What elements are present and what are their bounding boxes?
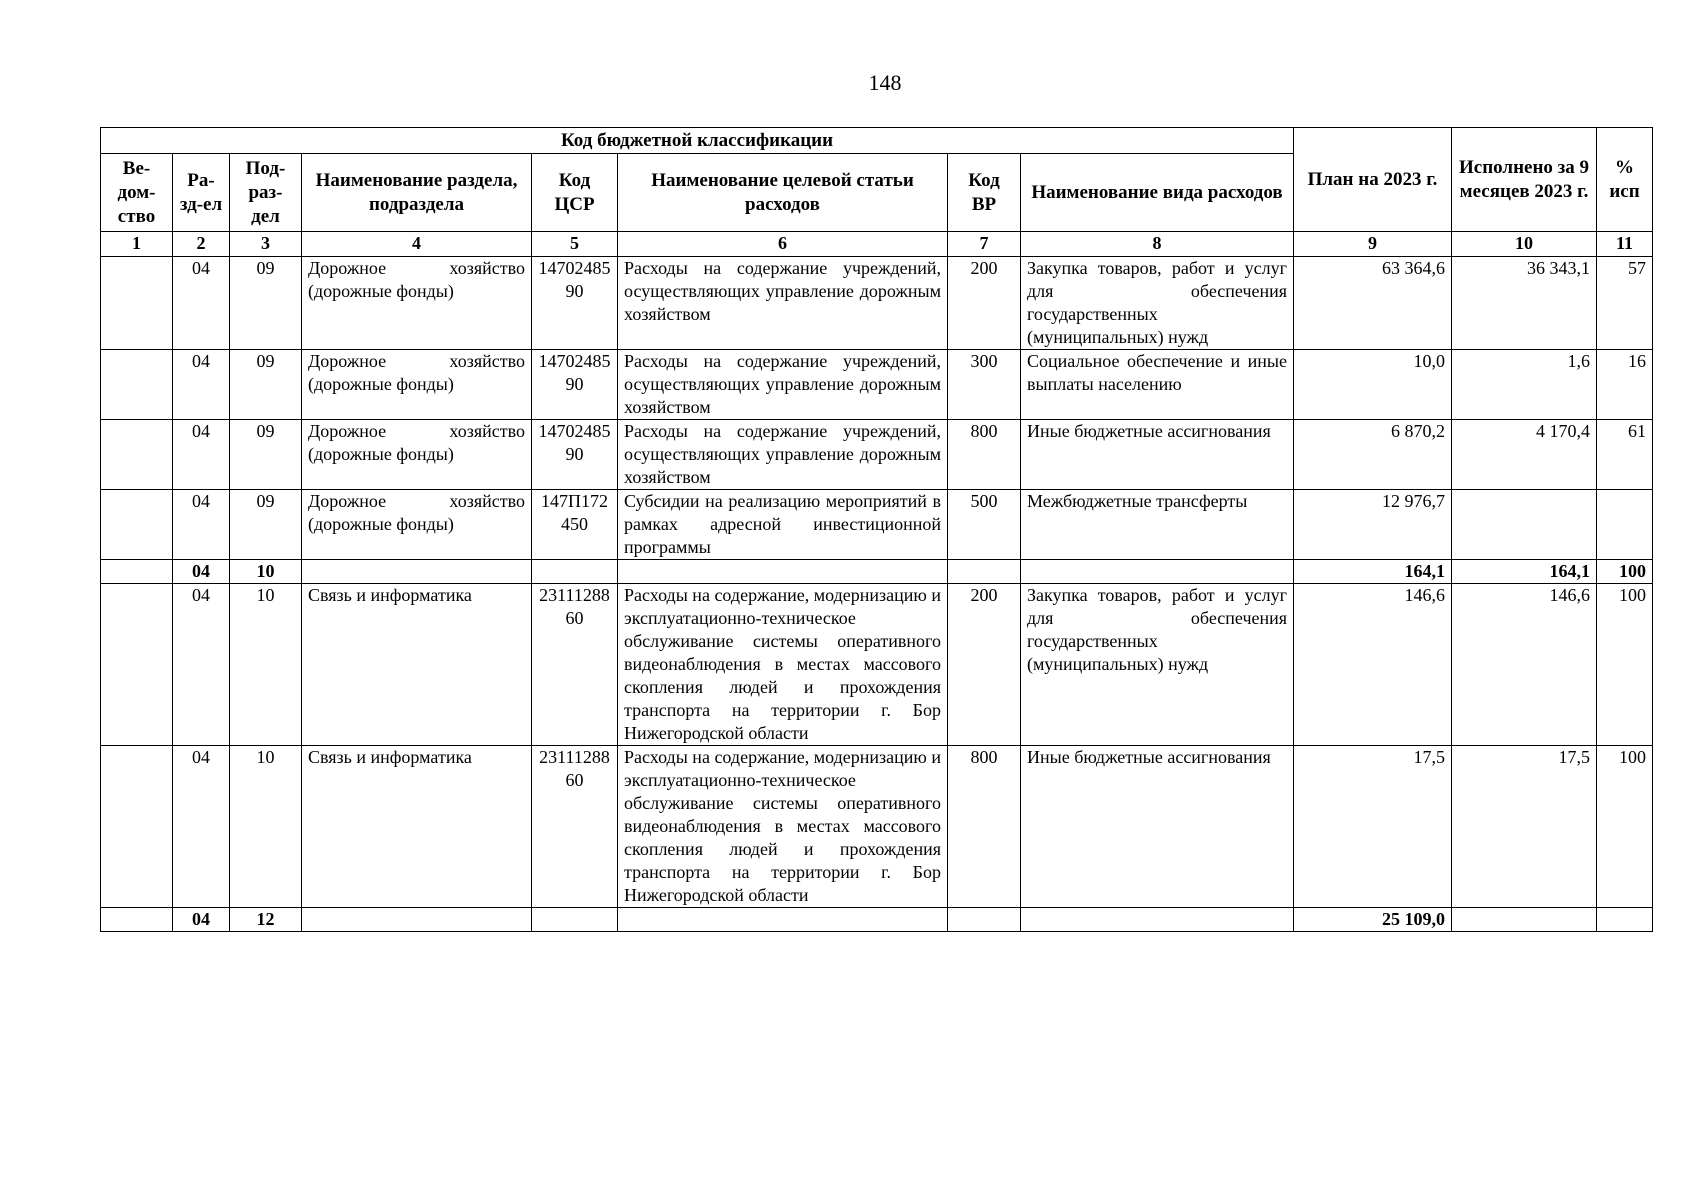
column-number: 6	[618, 232, 948, 257]
plan-header: План на 2023 г.	[1294, 128, 1452, 232]
csr-cell: 1470248590	[532, 350, 618, 420]
plan-cell: 17,5	[1294, 746, 1452, 908]
vedomstvo-header: Ве-дом-ство	[101, 154, 173, 232]
csr-cell: 2311128860	[532, 584, 618, 746]
podrazdel-cell: 10	[230, 560, 302, 584]
percent-cell: 61	[1597, 420, 1653, 490]
subtotal-row	[101, 908, 1653, 932]
expense-cell	[1021, 908, 1294, 932]
plan-cell: 146,6	[1294, 584, 1452, 746]
expense-cell	[1021, 560, 1294, 584]
target-cell: Расходы на содержание, модернизацию и эксплуатационно-техническое обслуживание системы оперативного видеонаблюдения в местах массового скопления людей и прохождения транспорта на территории г. Бор Нижегородской области	[618, 746, 948, 908]
expense-cell: Закупка товаров, работ и услуг для обеспечения государственных (муниципальных) нужд	[1021, 257, 1294, 350]
vedomstvo-cell	[101, 908, 173, 932]
razdel-name-header: Наименование раздела, подраздела	[302, 154, 532, 232]
column-number: 9	[1294, 232, 1452, 257]
vedomstvo-cell	[101, 350, 173, 420]
vedomstvo-cell	[101, 746, 173, 908]
executed-cell	[1452, 908, 1597, 932]
executed-cell	[1452, 490, 1597, 560]
expense-cell: Иные бюджетные ассигнования	[1021, 746, 1294, 908]
budget-table	[100, 127, 1653, 932]
razdel-name-cell: Дорожное хозяйство (дорожные фонды)	[302, 350, 532, 420]
target-cell	[618, 908, 948, 932]
csr-cell: 1470248590	[532, 257, 618, 350]
vr-cell: 800	[948, 420, 1021, 490]
podrazdel-cell: 09	[230, 350, 302, 420]
plan-cell: 25 109,0	[1294, 908, 1452, 932]
razdel-header: Ра-зд-ел	[173, 154, 230, 232]
razdel-name-cell: Связь и информатика	[302, 584, 532, 746]
budget-classification-header: Код бюджетной классификации	[101, 128, 1294, 154]
vedomstvo-cell	[101, 490, 173, 560]
percent-cell: 100	[1597, 746, 1653, 908]
razdel-cell: 04	[173, 257, 230, 350]
podrazdel-cell: 09	[230, 257, 302, 350]
table-row	[101, 490, 1653, 560]
executed-header: Исполнено за 9 месяцев 2023 г.	[1452, 128, 1597, 232]
target-cell: Расходы на содержание учреждений, осуществляющих управление дорожным хозяйством	[618, 257, 948, 350]
executed-cell: 164,1	[1452, 560, 1597, 584]
podrazdel-cell: 10	[230, 746, 302, 908]
percent-cell	[1597, 490, 1653, 560]
vr-cell	[948, 908, 1021, 932]
podrazdel-header: Под-раз-дел	[230, 154, 302, 232]
percent-cell	[1597, 908, 1653, 932]
vedomstvo-cell	[101, 584, 173, 746]
column-number: 2	[173, 232, 230, 257]
razdel-name-cell	[302, 908, 532, 932]
csr-cell: 147П172450	[532, 490, 618, 560]
csr-cell	[532, 908, 618, 932]
kod-vr-header: Код ВР	[948, 154, 1021, 232]
table-row	[101, 350, 1653, 420]
vr-cell: 200	[948, 257, 1021, 350]
table-row	[101, 420, 1653, 490]
column-number: 3	[230, 232, 302, 257]
razdel-cell: 04	[173, 908, 230, 932]
executed-cell: 17,5	[1452, 746, 1597, 908]
target-cell: Субсидии на реализацию мероприятий в рамках адресной инвестиционной программы	[618, 490, 948, 560]
column-number: 4	[302, 232, 532, 257]
razdel-name-cell	[302, 560, 532, 584]
razdel-cell: 04	[173, 420, 230, 490]
column-number-row	[101, 232, 1653, 257]
vedomstvo-cell	[101, 560, 173, 584]
expense-cell: Межбюджетные трансферты	[1021, 490, 1294, 560]
podrazdel-cell: 09	[230, 490, 302, 560]
table-row	[101, 257, 1653, 350]
table-row	[101, 584, 1653, 746]
razdel-cell: 04	[173, 584, 230, 746]
vr-cell: 300	[948, 350, 1021, 420]
expense-type-header: Наименование вида расходов	[1021, 154, 1294, 232]
column-number: 10	[1452, 232, 1597, 257]
expense-cell: Закупка товаров, работ и услуг для обеспечения государственных (муниципальных) нужд	[1021, 584, 1294, 746]
podrazdel-cell: 12	[230, 908, 302, 932]
razdel-name-cell: Дорожное хозяйство (дорожные фонды)	[302, 490, 532, 560]
target-cell: Расходы на содержание учреждений, осуществляющих управление дорожным хозяйством	[618, 420, 948, 490]
vr-cell: 200	[948, 584, 1021, 746]
column-number: 5	[532, 232, 618, 257]
razdel-name-cell: Дорожное хозяйство (дорожные фонды)	[302, 420, 532, 490]
podrazdel-cell: 10	[230, 584, 302, 746]
plan-cell: 12 976,7	[1294, 490, 1452, 560]
executed-cell: 1,6	[1452, 350, 1597, 420]
vr-cell: 800	[948, 746, 1021, 908]
percent-header: % исп	[1597, 128, 1653, 232]
subtotal-row	[101, 560, 1653, 584]
target-cell: Расходы на содержание, модернизацию и эксплуатационно-техническое обслуживание системы оперативного видеонаблюдения в местах массового скопления людей и прохождения транспорта на территории г. Бор Нижегородской области	[618, 584, 948, 746]
column-number: 1	[101, 232, 173, 257]
percent-cell: 100	[1597, 560, 1653, 584]
table-row	[101, 746, 1653, 908]
plan-cell: 6 870,2	[1294, 420, 1452, 490]
target-cell: Расходы на содержание учреждений, осуществляющих управление дорожным хозяйством	[618, 350, 948, 420]
razdel-cell: 04	[173, 490, 230, 560]
vr-cell: 500	[948, 490, 1021, 560]
executed-cell: 36 343,1	[1452, 257, 1597, 350]
executed-cell: 4 170,4	[1452, 420, 1597, 490]
vedomstvo-cell	[101, 257, 173, 350]
plan-cell: 164,1	[1294, 560, 1452, 584]
expense-cell: Социальное обеспечение и иные выплаты населению	[1021, 350, 1294, 420]
csr-cell: 2311128860	[532, 746, 618, 908]
razdel-name-cell: Связь и информатика	[302, 746, 532, 908]
percent-cell: 100	[1597, 584, 1653, 746]
csr-cell	[532, 560, 618, 584]
executed-cell: 146,6	[1452, 584, 1597, 746]
percent-cell: 16	[1597, 350, 1653, 420]
csr-cell: 1470248590	[532, 420, 618, 490]
target-name-header: Наименование целевой статьи расходов	[618, 154, 948, 232]
expense-cell: Иные бюджетные ассигнования	[1021, 420, 1294, 490]
razdel-cell: 04	[173, 350, 230, 420]
razdel-name-cell: Дорожное хозяйство (дорожные фонды)	[302, 257, 532, 350]
vr-cell	[948, 560, 1021, 584]
column-number: 8	[1021, 232, 1294, 257]
podrazdel-cell: 09	[230, 420, 302, 490]
kod-csr-header: Код ЦСР	[532, 154, 618, 232]
plan-cell: 63 364,6	[1294, 257, 1452, 350]
razdel-cell: 04	[173, 560, 230, 584]
target-cell	[618, 560, 948, 584]
vedomstvo-cell	[101, 420, 173, 490]
column-number: 11	[1597, 232, 1653, 257]
razdel-cell: 04	[173, 746, 230, 908]
column-number: 7	[948, 232, 1021, 257]
plan-cell: 10,0	[1294, 350, 1452, 420]
percent-cell: 57	[1597, 257, 1653, 350]
page-number: 148	[868, 70, 902, 95]
